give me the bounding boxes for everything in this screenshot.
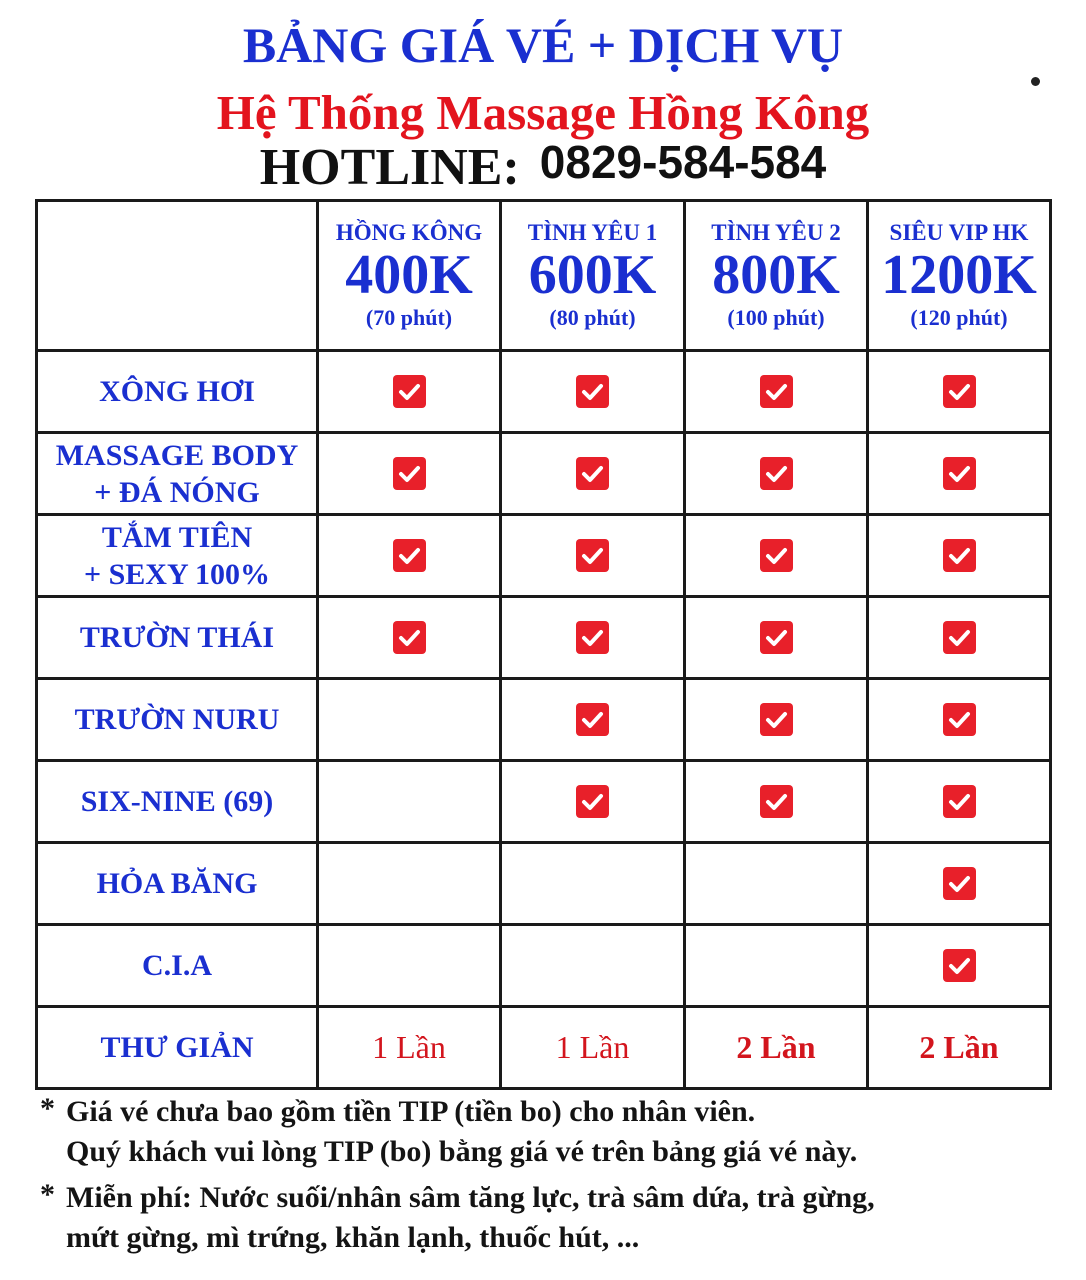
service-cell bbox=[685, 351, 868, 433]
checkbox-checked-icon bbox=[393, 375, 426, 408]
service-cell bbox=[501, 679, 685, 761]
service-cell bbox=[318, 761, 501, 843]
service-label bbox=[37, 433, 318, 515]
service-cell bbox=[501, 433, 685, 515]
checkbox-checked-icon bbox=[393, 621, 426, 654]
service-row bbox=[37, 515, 1051, 597]
checkbox-checked-icon bbox=[943, 457, 976, 490]
package-header-row bbox=[37, 201, 1051, 351]
checkbox-checked-icon bbox=[943, 867, 976, 900]
package-header bbox=[318, 201, 501, 351]
checkbox-checked-icon bbox=[760, 785, 793, 818]
checkbox-checked-icon bbox=[576, 703, 609, 736]
note-item bbox=[40, 1092, 1060, 1172]
service-cell bbox=[501, 597, 685, 679]
service-cell bbox=[868, 597, 1051, 679]
package-price: 600K bbox=[528, 243, 657, 306]
relax-value: 1 Lần bbox=[555, 1029, 630, 1065]
service-row bbox=[37, 925, 1051, 1007]
service-label bbox=[37, 515, 318, 597]
corner-cell bbox=[37, 201, 318, 351]
service-label bbox=[37, 843, 318, 925]
service-label bbox=[37, 761, 318, 843]
service-label-line: TRƯỜN NURU bbox=[74, 703, 280, 736]
checkbox-checked-icon bbox=[760, 539, 793, 572]
service-label-line: HỎA BĂNG bbox=[96, 867, 258, 900]
note-line: mứt gừng, mì trứng, khăn lạnh, thuốc hút, ... bbox=[66, 1221, 640, 1254]
service-cell bbox=[685, 515, 868, 597]
checkbox-checked-icon bbox=[943, 621, 976, 654]
service-cell bbox=[685, 925, 868, 1007]
dot-mark bbox=[1031, 77, 1040, 86]
service-cell bbox=[501, 515, 685, 597]
note-line: Giá vé chưa bao gồm tiền TIP (tiền bo) cho nhân viên. bbox=[66, 1095, 756, 1128]
service-cell bbox=[501, 761, 685, 843]
relax-value: 2 Lần bbox=[919, 1029, 999, 1065]
checkbox-checked-icon bbox=[576, 375, 609, 408]
page-title: BẢNG GIÁ VÉ + DỊCH VỤ bbox=[242, 17, 844, 73]
note-text bbox=[66, 1178, 875, 1258]
relax-cell bbox=[868, 1007, 1051, 1089]
package-name: TÌNH YÊU 2 bbox=[711, 219, 841, 245]
service-label bbox=[37, 597, 318, 679]
package-header bbox=[868, 201, 1051, 351]
service-label bbox=[37, 679, 318, 761]
checkbox-checked-icon bbox=[760, 375, 793, 408]
package-header bbox=[685, 201, 868, 351]
relax-value: 1 Lần bbox=[372, 1029, 446, 1065]
service-cell bbox=[868, 761, 1051, 843]
note-item bbox=[40, 1178, 1060, 1258]
hotline-label: HOTLINE: bbox=[259, 139, 520, 196]
service-cell bbox=[685, 761, 868, 843]
hotline-number[interactable]: 0829-584-584 bbox=[539, 136, 827, 188]
service-label-line: XÔNG HƠI bbox=[99, 375, 255, 408]
package-price: 400K bbox=[345, 243, 473, 306]
service-label-line: C.I.A bbox=[141, 949, 212, 982]
service-cell bbox=[318, 433, 501, 515]
service-cell bbox=[868, 843, 1051, 925]
relax-row bbox=[37, 1007, 1051, 1089]
relax-cell bbox=[685, 1007, 868, 1089]
service-row bbox=[37, 761, 1051, 843]
service-label-line: + ĐÁ NÓNG bbox=[94, 475, 260, 509]
service-cell bbox=[501, 843, 685, 925]
checkbox-checked-icon bbox=[576, 457, 609, 490]
checkbox-checked-icon bbox=[576, 785, 609, 818]
checkbox-checked-icon bbox=[576, 621, 609, 654]
package-price: 1200K bbox=[881, 243, 1037, 306]
service-cell bbox=[868, 351, 1051, 433]
service-cell bbox=[868, 515, 1051, 597]
checkbox-checked-icon bbox=[943, 785, 976, 818]
checkbox-checked-icon bbox=[760, 703, 793, 736]
hotline bbox=[0, 138, 1086, 197]
note-line: Quý khách vui lòng TIP (bo) bằng giá vé trên bảng giá vé này. bbox=[66, 1135, 858, 1168]
service-row bbox=[37, 679, 1051, 761]
checkbox-checked-icon bbox=[943, 949, 976, 982]
package-name: TÌNH YÊU 1 bbox=[527, 219, 658, 245]
service-cell bbox=[685, 679, 868, 761]
checkbox-checked-icon bbox=[760, 621, 793, 654]
service-label-line: TẮM TIÊN bbox=[101, 520, 253, 554]
service-row bbox=[37, 351, 1051, 433]
service-cell bbox=[685, 843, 868, 925]
service-cell bbox=[318, 515, 501, 597]
checkbox-checked-icon bbox=[393, 457, 426, 490]
service-cell bbox=[318, 843, 501, 925]
notes bbox=[40, 1092, 1060, 1264]
package-header bbox=[501, 201, 685, 351]
service-row bbox=[37, 843, 1051, 925]
service-cell bbox=[868, 925, 1051, 1007]
service-label-line: SIX-NINE (69) bbox=[80, 785, 274, 818]
service-cell bbox=[318, 679, 501, 761]
service-label-line: + SEXY 100% bbox=[83, 557, 270, 591]
checkbox-checked-icon bbox=[393, 539, 426, 572]
package-duration: (120 phút) bbox=[910, 304, 1008, 330]
service-cell bbox=[318, 597, 501, 679]
service-cell bbox=[868, 433, 1051, 515]
relax-cell bbox=[501, 1007, 685, 1089]
package-price: 800K bbox=[712, 243, 840, 306]
service-label-line: TRƯỜN THÁI bbox=[79, 621, 275, 654]
service-cell bbox=[501, 925, 685, 1007]
service-label bbox=[37, 925, 318, 1007]
service-cell bbox=[318, 925, 501, 1007]
package-duration: (80 phút) bbox=[549, 304, 636, 330]
service-cell bbox=[685, 433, 868, 515]
relax-cell bbox=[318, 1007, 501, 1089]
service-label-line: MASSAGE BODY bbox=[55, 438, 299, 472]
service-row bbox=[37, 433, 1051, 515]
checkbox-checked-icon bbox=[576, 539, 609, 572]
service-cell bbox=[868, 679, 1051, 761]
service-label bbox=[37, 351, 318, 433]
price-table bbox=[35, 199, 1052, 1090]
service-cell bbox=[501, 351, 685, 433]
note-line: Miễn phí: Nước suối/nhân sâm tăng lực, trà sâm dứa, trà gừng, bbox=[66, 1181, 875, 1214]
note-asterisk: * bbox=[40, 1178, 55, 1211]
note-asterisk: * bbox=[40, 1092, 55, 1125]
package-duration: (70 phút) bbox=[365, 304, 453, 330]
checkbox-checked-icon bbox=[943, 703, 976, 736]
package-duration: (100 phút) bbox=[727, 304, 825, 330]
package-name: HỒNG KÔNG bbox=[335, 219, 483, 245]
service-cell bbox=[318, 351, 501, 433]
checkbox-checked-icon bbox=[943, 539, 976, 572]
relax-value: 2 Lần bbox=[736, 1029, 816, 1065]
service-cell bbox=[685, 597, 868, 679]
checkbox-checked-icon bbox=[760, 457, 793, 490]
note-text bbox=[66, 1092, 857, 1172]
service-row bbox=[37, 597, 1051, 679]
page-subtitle: Hệ Thống Massage Hồng Kông bbox=[216, 85, 870, 140]
checkbox-checked-icon bbox=[943, 375, 976, 408]
package-name: SIÊU VIP HK bbox=[889, 219, 1029, 245]
relax-label: THƯ GIẢN bbox=[37, 1007, 318, 1089]
